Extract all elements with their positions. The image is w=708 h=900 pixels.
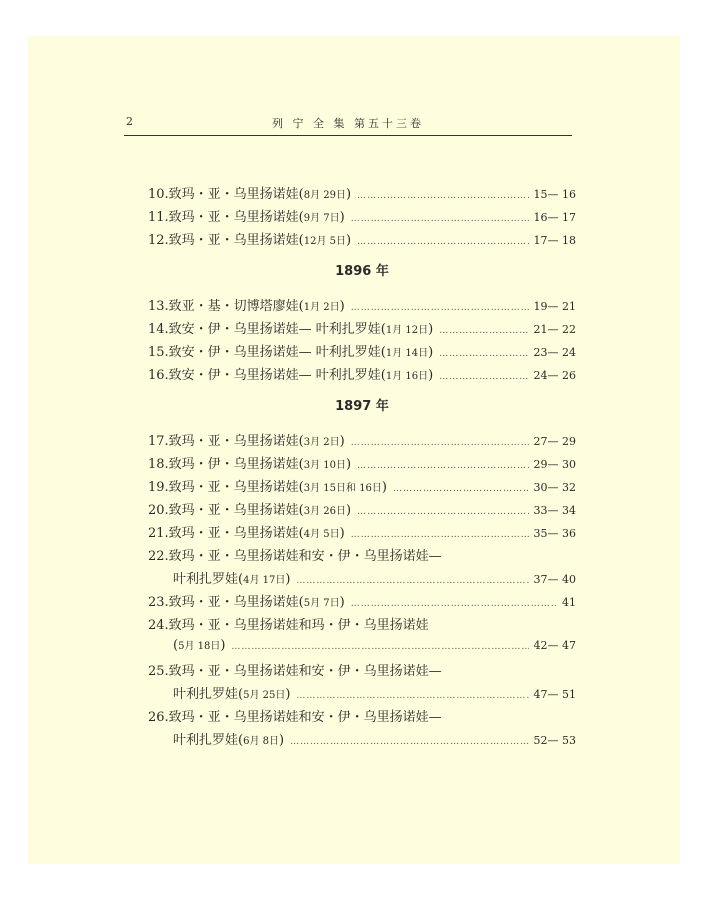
- entry-date: 4月 17日: [243, 575, 286, 586]
- leader-dots: [231, 642, 528, 652]
- page-range: 52— 53: [533, 734, 576, 747]
- toc-line: [148, 206, 576, 229]
- page-range: 37— 40: [533, 573, 576, 586]
- toc-line: [148, 591, 576, 614]
- running-title: 列 宁 全 集 第五十三卷: [272, 117, 424, 130]
- page-range: 24— 26: [533, 369, 576, 382]
- entry-title: [148, 522, 345, 541]
- entry-date: 1月 12日: [385, 325, 429, 336]
- leader-dots: [357, 237, 528, 247]
- entry-title: [148, 591, 345, 610]
- entry-text: 叶利扎罗娃(: [173, 572, 244, 587]
- entry-date: 1月 16日: [385, 371, 429, 382]
- toc-entry: [148, 476, 576, 499]
- entry-close-paren: ): [428, 345, 434, 360]
- toc-line: [148, 706, 576, 729]
- toc-entry: [148, 341, 576, 364]
- entry-text: 17.致玛・亚・乌里扬诺娃(: [148, 434, 304, 449]
- entry-title: [173, 683, 290, 702]
- toc-entry: [148, 430, 576, 453]
- entry-text: 12.致玛・亚・乌里扬诺娃(: [148, 233, 304, 248]
- toc-entry: [148, 545, 576, 591]
- entry-close-paren: ): [339, 299, 345, 314]
- year-heading: 1897 年: [335, 399, 389, 414]
- entry-close-paren: ): [346, 233, 352, 248]
- entry-title: [148, 453, 351, 472]
- toc-line: [148, 660, 576, 683]
- toc-line: [148, 568, 576, 591]
- toc-line: [148, 341, 576, 364]
- leader-dots: [439, 372, 528, 382]
- page-range: 35— 36: [533, 527, 576, 540]
- page-range: 16— 17: [533, 211, 576, 224]
- toc-line: [148, 637, 576, 660]
- leader-dots: [439, 326, 528, 336]
- entry-title: [148, 476, 387, 495]
- page-range: 23— 24: [533, 346, 576, 359]
- entry-title: [148, 364, 433, 383]
- toc-entry: [148, 706, 576, 752]
- entry-title: [148, 341, 433, 360]
- toc-line: [148, 183, 576, 206]
- page-range: 42— 47: [533, 639, 576, 652]
- entry-text: 15.致安・伊・乌里扬诺娃— 叶利扎罗娃(: [148, 345, 386, 360]
- year-heading: 1896 年: [335, 264, 389, 279]
- entry-date: 4月 5日: [303, 529, 340, 540]
- entry-text: 16.致安・伊・乌里扬诺娃— 叶利扎罗娃(: [148, 368, 386, 383]
- entry-close-paren: ): [346, 503, 352, 518]
- entry-title: [148, 318, 433, 337]
- entry-close-paren: ): [428, 368, 434, 383]
- entry-close-paren: ): [278, 733, 285, 748]
- toc-entry: [148, 364, 576, 387]
- entry-title: [148, 499, 351, 518]
- toc-entry: [148, 318, 576, 341]
- page-range: 17— 18: [533, 234, 576, 247]
- toc-line: [148, 499, 576, 522]
- toc-line: [148, 453, 576, 476]
- toc-line: [148, 729, 576, 752]
- page-range: 21— 22: [533, 323, 576, 336]
- entry-close-paren: ): [339, 210, 345, 225]
- entry-date: 8月 29日: [303, 190, 347, 201]
- entry-text: 23.致玛・亚・乌里扬诺娃(: [148, 595, 304, 610]
- table-of-contents: [148, 183, 576, 752]
- page-number: 2: [126, 115, 133, 128]
- entry-date: 5月 7日: [303, 598, 340, 609]
- entry-text: 21.致玛・亚・乌里扬诺娃(: [148, 526, 304, 541]
- entry-close-paren: ): [285, 572, 291, 587]
- toc-line: [148, 614, 576, 637]
- entry-close-paren: ): [381, 480, 387, 495]
- entry-title: [148, 545, 442, 564]
- entry-text: 20.致玛・亚・乌里扬诺娃(: [148, 503, 304, 518]
- entry-text: 11.致玛・亚・乌里扬诺娃(: [148, 210, 304, 225]
- leader-dots: [290, 737, 528, 747]
- toc-entry: [148, 295, 576, 318]
- entry-date: 12月 5日: [303, 236, 347, 247]
- entry-text: 18.致玛・伊・乌里扬诺娃(: [148, 457, 304, 472]
- entry-date: 1月 14日: [385, 348, 429, 359]
- entry-close-paren: ): [346, 457, 352, 472]
- leader-dots: [351, 438, 529, 448]
- entry-date: 9月 7日: [303, 213, 340, 224]
- toc-line: [148, 318, 576, 341]
- toc-line: [148, 229, 576, 252]
- leader-dots: [351, 599, 557, 609]
- leader-dots: [439, 349, 528, 359]
- entry-text: 叶利扎罗娃(: [173, 687, 244, 702]
- entry-text: (: [173, 638, 179, 653]
- entry-text: 10.致玛・亚・乌里扬诺娃(: [148, 187, 304, 202]
- toc-entry: [148, 522, 576, 545]
- entry-date: 5月 25日: [243, 690, 286, 701]
- entry-title: [148, 295, 345, 314]
- leader-dots: [351, 214, 529, 224]
- entry-title: [173, 729, 284, 748]
- page-range: 30— 32: [533, 481, 576, 494]
- entry-title: [148, 430, 345, 449]
- page-header: [124, 115, 572, 136]
- page-range: 19— 21: [533, 300, 576, 313]
- entry-date: 6月 8日: [243, 736, 279, 747]
- toc-line: [148, 295, 576, 318]
- toc-entry: [148, 229, 576, 252]
- leader-dots: [393, 484, 529, 494]
- entry-date: 5月 18日: [178, 641, 221, 652]
- entry-title: [148, 229, 351, 248]
- entry-title: [173, 637, 225, 653]
- entry-close-paren: ): [339, 526, 345, 541]
- toc-entry: [148, 206, 576, 229]
- toc-entry: [148, 499, 576, 522]
- entry-text: 26.致玛・亚・乌里扬诺娃和安・伊・乌里扬诺娃—: [148, 710, 442, 725]
- toc-line: [148, 683, 576, 706]
- entry-date: 3月 10日: [303, 460, 347, 471]
- entry-close-paren: ): [220, 638, 226, 653]
- toc-entry: [148, 453, 576, 476]
- entry-date: 3月 15日和 16日: [303, 483, 382, 494]
- entry-title: [148, 706, 442, 725]
- entry-text: 13.致亚・基・切博塔廖娃(: [148, 299, 304, 314]
- toc-line: [148, 476, 576, 499]
- page-range: 41: [562, 596, 576, 609]
- entry-close-paren: ): [339, 434, 345, 449]
- entry-close-paren: ): [285, 687, 291, 702]
- leader-dots: [357, 507, 528, 517]
- entry-text: 19.致玛・亚・乌里扬诺娃(: [148, 480, 304, 495]
- entry-date: 3月 2日: [303, 437, 340, 448]
- leader-dots: [351, 303, 529, 313]
- entry-title: [148, 183, 351, 202]
- entry-date: 1月 2日: [303, 302, 340, 313]
- leader-dots: [351, 530, 529, 540]
- toc-line: [148, 364, 576, 387]
- leader-dots: [296, 576, 528, 586]
- toc-line: [148, 430, 576, 453]
- entry-text: 叶利扎罗娃(: [173, 733, 244, 748]
- toc-line: [148, 545, 576, 568]
- page-range: 47— 51: [533, 688, 576, 701]
- toc-entry: [148, 591, 576, 614]
- entry-text: 25.致玛・亚・乌里扬诺娃和安・伊・乌里扬诺娃—: [148, 664, 442, 679]
- page-range: 29— 30: [533, 458, 576, 471]
- leader-dots: [296, 691, 528, 701]
- leader-dots: [357, 191, 528, 201]
- entry-title: [148, 614, 429, 633]
- entry-text: 22.致玛・亚・乌里扬诺娃和安・伊・乌里扬诺娃—: [148, 549, 442, 564]
- entry-title: [148, 206, 345, 225]
- page-range: 33— 34: [533, 504, 576, 517]
- entry-close-paren: ): [346, 187, 352, 202]
- page-range: 15— 16: [533, 188, 576, 201]
- toc-entry: [148, 660, 576, 706]
- entry-title: [148, 660, 442, 679]
- entry-title: [173, 568, 290, 587]
- entry-text: 14.致安・伊・乌里扬诺娃— 叶利扎罗娃(: [148, 322, 386, 337]
- entry-date: 3月 26日: [303, 506, 347, 517]
- entry-close-paren: ): [428, 322, 434, 337]
- entry-close-paren: ): [339, 595, 345, 610]
- page-range: 27— 29: [533, 435, 576, 448]
- toc-entry: [148, 183, 576, 206]
- toc-entry: [148, 614, 576, 660]
- leader-dots: [357, 461, 528, 471]
- toc-line: [148, 522, 576, 545]
- entry-text: 24.致玛・亚・乌里扬诺娃和玛・伊・乌里扬诺娃: [148, 618, 429, 633]
